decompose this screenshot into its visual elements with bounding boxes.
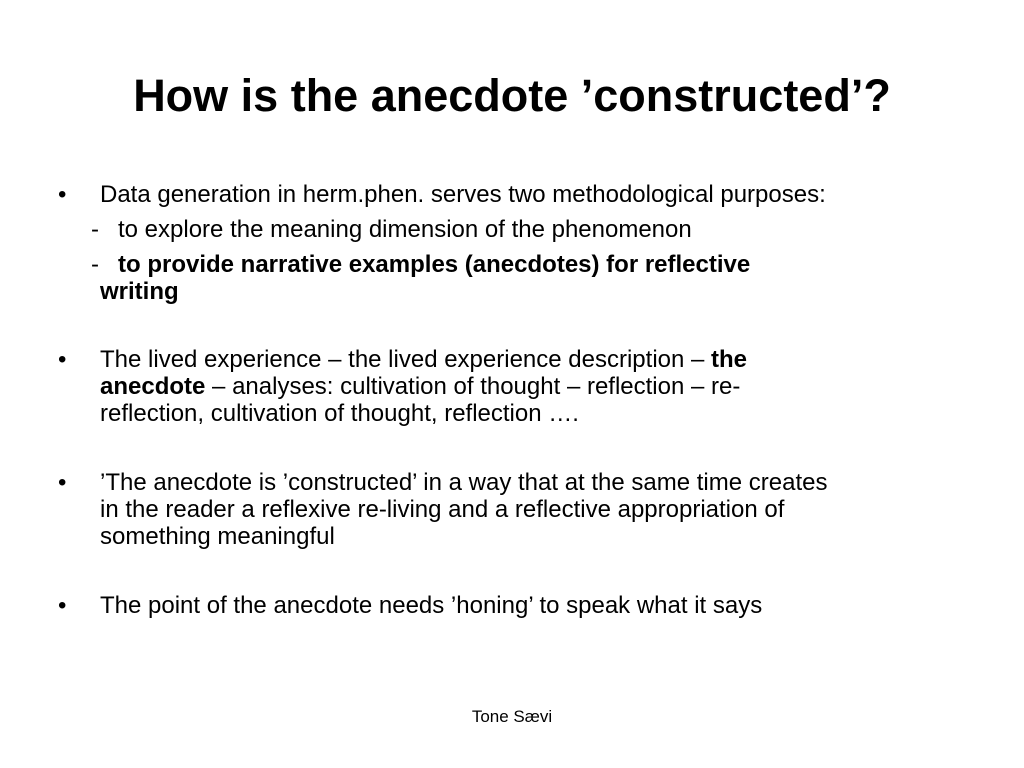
sub-item-text-bold: to provide narrative examples (anecdotes) for reflective: [118, 251, 751, 278]
sub-marker: -: [91, 251, 99, 278]
sub-item-text: to explore the meaning dimension of the phenomenon: [118, 216, 692, 243]
bullet-text-part: The lived experience – the lived experience description –: [100, 346, 705, 373]
bullet-marker: •: [58, 469, 67, 496]
bullet-text-part: reflection, cultivation of thought, reflection ….: [100, 400, 579, 427]
bullet-marker: •: [58, 592, 67, 619]
bullet-marker: •: [58, 346, 67, 373]
bullet-text: [100, 469, 980, 550]
sub-marker: -: [91, 216, 99, 243]
bullet-text-part: – analyses: cultivation of thought – reflection – re-: [212, 373, 741, 400]
slide-footer-author: Tone Sævi: [471, 707, 553, 726]
bullet-text-line: ’The anecdote is ’constructed’ in a way that at the same time creates: [100, 469, 828, 496]
slide-title: How is the anecdote ’constructed’?: [133, 70, 891, 121]
bullet-text-line: in the reader a reflexive re-living and a reflective appropriation of: [100, 496, 785, 523]
bullet-text-line: something meaningful: [100, 523, 335, 550]
bullet-text: Data generation in herm.phen. serves two methodological purposes:: [100, 181, 826, 208]
bullet-marker: •: [58, 181, 67, 208]
sub-item-text-bold-continued: writing: [100, 278, 179, 305]
bullet-text-bold: the: [711, 346, 748, 373]
bullet-text-bold: anecdote: [100, 373, 206, 400]
bullet-text: The point of the anecdote needs ’honing’ to speak what it says: [100, 592, 763, 619]
bullet-text: [100, 346, 980, 427]
